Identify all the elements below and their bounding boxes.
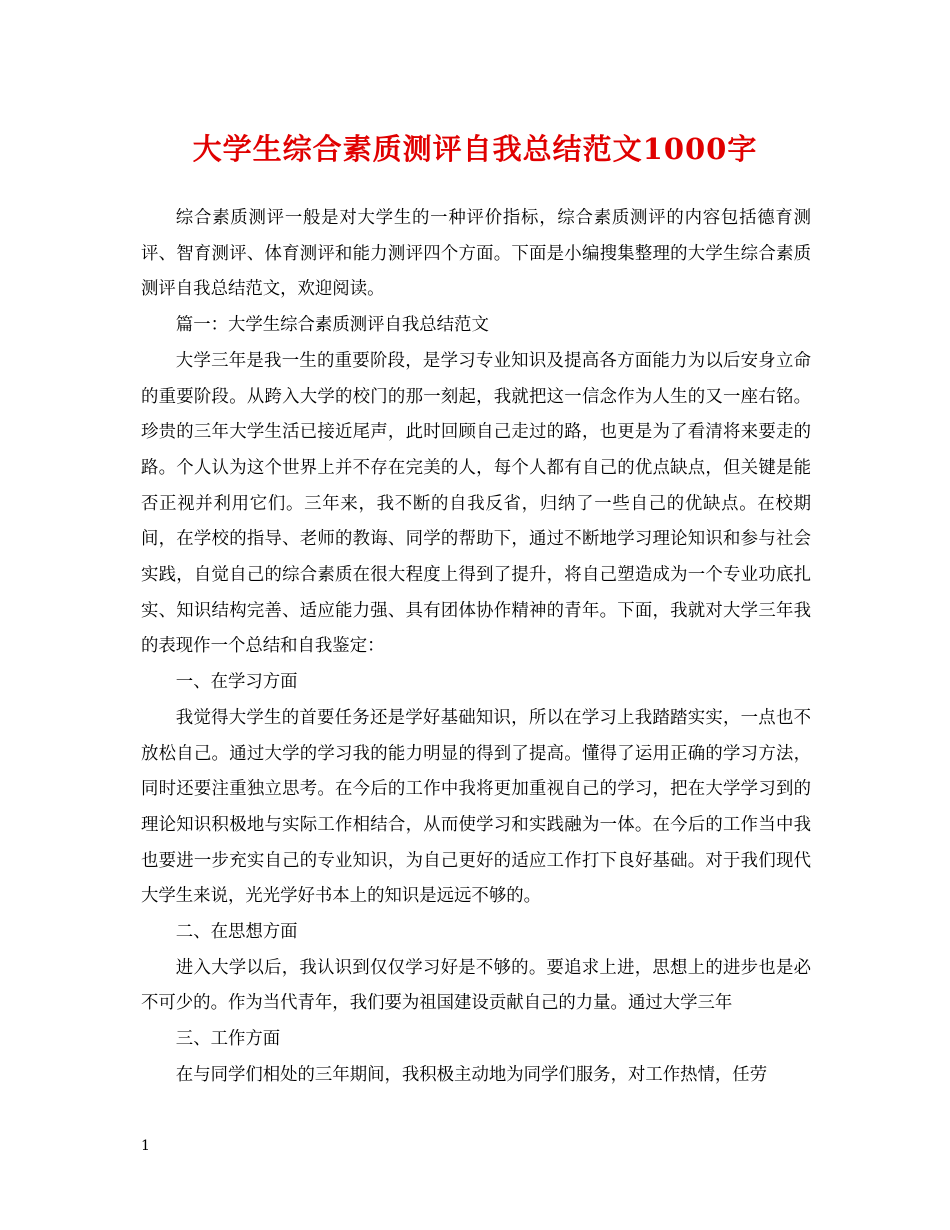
body-paragraph: 我觉得大学生的首要任务还是学好基础知识，所以在学习上我踏踏实实，一点也不放松自己。通过大学的学习我的能力明显的得到了提高。懂得了运用正确的学习方法，同时还要注重独立思考。在今后的工作中我将更加重视自己的学习，把在大学学习到的理论知识积极地与实际工作相结合，从而使学习和实践融为一体。在今后的工作当中我也要进一步充实自己的专业知识，为自己更好的适应工作打下良好基础。对于我们现代大学生来说，光光学好书本上的知识是远远不够的。 <box>141 707 811 907</box>
document-body <box>141 201 811 1094</box>
body-paragraph: 进入大学以后，我认识到仅仅学习好是不够的。要追求上进，思想上的进步也是必不可少的。作为当代青年，我们要为祖国建设贡献自己的力量。通过大学三年 <box>141 957 811 1014</box>
body-paragraph: 大学三年是我一生的重要阶段，是学习专业知识及提高各方面能力为以后安身立命的重要阶段。从跨入大学的校门的那一刻起，我就把这一信念作为人生的又一座右铭。珍贵的三年大学生活已接近尾声，此时回顾自己走过的路，也更是为了看清将来要走的路。个人认为这个世界上并不存在完美的人，每个人都有自己的优点缺点，但关键是能否正视并利用它们。三年来，我不断的自我反省，归纳了一些自己的优缺点。在校期间，在学校的指导、老师的教诲、同学的帮助下，通过不断地学习理论知识和参与社会实践，自觉自己的综合素质在很大程度上得到了提升，将自己塑造成为一个专业功底扎实、知识结构完善、适应能力强、具有团体协作精神的青年。下面，我就对大学三年我的表现作一个总结和自我鉴定： <box>141 350 811 657</box>
page-number: 1 <box>141 1138 150 1154</box>
section-heading-work: 三、工作方面 <box>175 1029 281 1050</box>
chapter-heading: 篇一：大学生综合素质测评自我总结范文 <box>175 315 489 336</box>
section-heading-study: 一、在学习方面 <box>175 672 298 693</box>
document-title: 大学生综合素质测评自我总结范文1000字 <box>192 132 758 166</box>
section-heading-thought: 二、在思想方面 <box>175 922 298 943</box>
body-paragraph: 在与同学们相处的三年期间，我积极主动地为同学们服务，对工作热情，任劳 <box>175 1064 768 1085</box>
intro-paragraph: 综合素质测评一般是对大学生的一种评价指标，综合素质测评的内容包括德育测评、智育测评、体育测评和能力测评四个方面。下面是小编搜集整理的大学生综合素质测评自我总结范文，欢迎阅读。 <box>141 208 811 300</box>
